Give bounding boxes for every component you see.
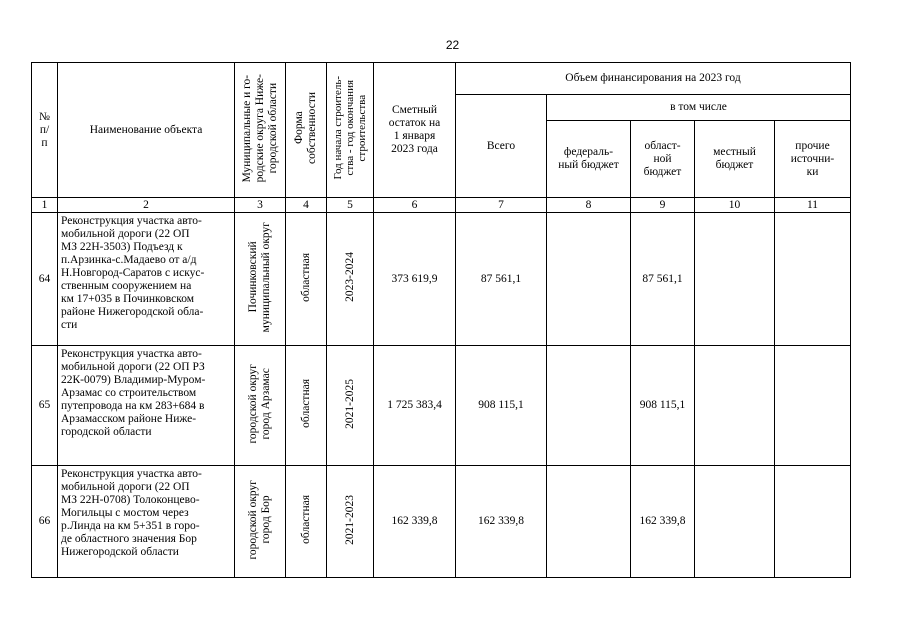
table-row bbox=[32, 346, 851, 466]
row-years: 2021-2025 bbox=[327, 346, 374, 466]
row-municipality: городской округ город Бор bbox=[235, 466, 286, 578]
row-local bbox=[695, 466, 775, 578]
header-years: Год начала строитель- ства - год окончания строительства bbox=[327, 63, 374, 198]
row-total: 162 339,8 bbox=[456, 466, 547, 578]
row-municipality: Починковский муниципальный округ bbox=[235, 213, 286, 346]
row-regional: 162 339,8 bbox=[631, 466, 695, 578]
header-local: местный бюджет bbox=[695, 121, 775, 198]
col-number: 2 bbox=[58, 198, 235, 213]
col-number: 1 bbox=[32, 198, 58, 213]
row-name: Реконструкция участка авто- мобильной дороги (22 ОП РЗ 22К-0079) Владимир-Муром- Арзамас со строительством путепровода на км 283+684 в Арзамасском районе Ниже- городской области bbox=[58, 346, 235, 466]
header-regional: област- ной бюджет bbox=[631, 121, 695, 198]
col-number: 6 bbox=[374, 198, 456, 213]
header-including: в том числе bbox=[547, 95, 851, 121]
header-total: Всего bbox=[456, 95, 547, 198]
row-name: Реконструкция участка авто- мобильной дороги (22 ОП МЗ 22Н-0708) Толоконцево- Могильцы с мостом через р.Линда на км 5+351 в горо- де областного значения Бор Нижегородской области bbox=[58, 466, 235, 578]
header-num: № п/ п bbox=[32, 63, 58, 198]
header-name: Наименование объекта bbox=[58, 63, 235, 198]
row-balance: 162 339,8 bbox=[374, 466, 456, 578]
row-federal bbox=[547, 213, 631, 346]
row-local bbox=[695, 346, 775, 466]
row-num: 65 bbox=[32, 346, 58, 466]
row-other bbox=[775, 346, 851, 466]
row-balance: 373 619,9 bbox=[374, 213, 456, 346]
row-num: 64 bbox=[32, 213, 58, 346]
row-ownership: областная bbox=[286, 213, 327, 346]
table-row bbox=[32, 466, 851, 578]
row-regional: 87 561,1 bbox=[631, 213, 695, 346]
funding-table bbox=[31, 62, 851, 578]
col-number: 3 bbox=[235, 198, 286, 213]
header-funding: Объем финансирования на 2023 год bbox=[456, 63, 851, 95]
row-total: 87 561,1 bbox=[456, 213, 547, 346]
header-ownership: Форма собственности bbox=[286, 63, 327, 198]
row-other bbox=[775, 466, 851, 578]
row-balance: 1 725 383,4 bbox=[374, 346, 456, 466]
row-federal bbox=[547, 466, 631, 578]
col-number: 5 bbox=[327, 198, 374, 213]
col-number: 11 bbox=[775, 198, 851, 213]
header-federal: федераль- ный бюджет bbox=[547, 121, 631, 198]
row-name: Реконструкция участка авто- мобильной дороги (22 ОП МЗ 22Н-3503) Подъезд к п.Арзинка-с.Мадаево от а/д Н.Новгород-Саратов с искус- ственным сооружением на км 17+035 в Починковском районе Нижегородской обла- сти bbox=[58, 213, 235, 346]
col-number: 10 bbox=[695, 198, 775, 213]
col-number: 7 bbox=[456, 198, 547, 213]
col-number: 9 bbox=[631, 198, 695, 213]
col-number: 4 bbox=[286, 198, 327, 213]
row-ownership: областная bbox=[286, 466, 327, 578]
row-regional: 908 115,1 bbox=[631, 346, 695, 466]
row-total: 908 115,1 bbox=[456, 346, 547, 466]
row-federal bbox=[547, 346, 631, 466]
header-other: прочие источни- ки bbox=[775, 121, 851, 198]
header-balance: Сметный остаток на 1 января 2023 года bbox=[374, 63, 456, 198]
row-local bbox=[695, 213, 775, 346]
header-municipality: Муниципальные и го- родские округа Ниже- городской области bbox=[235, 63, 286, 198]
row-years: 2023-2024 bbox=[327, 213, 374, 346]
col-number: 8 bbox=[547, 198, 631, 213]
table-row bbox=[32, 213, 851, 346]
row-num: 66 bbox=[32, 466, 58, 578]
page-number: 22 bbox=[445, 38, 460, 52]
row-ownership: областная bbox=[286, 346, 327, 466]
row-municipality: городской округ город Арзамас bbox=[235, 346, 286, 466]
row-other bbox=[775, 213, 851, 346]
row-years: 2021-2023 bbox=[327, 466, 374, 578]
